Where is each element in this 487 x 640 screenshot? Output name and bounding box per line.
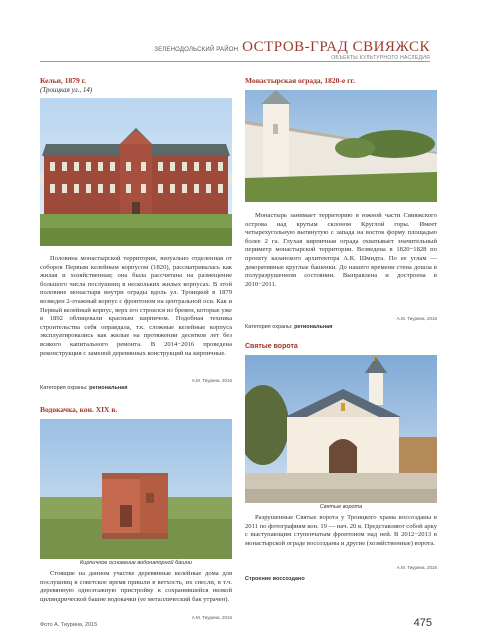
book-subtitle: ОБЪЕКТЫ КУЛЬТУРНОГО НАСЛЕДИЯ	[331, 55, 430, 61]
gates-credit: А.М. Тиурина, 2016	[396, 565, 437, 570]
gates-note: Строение воссоздано	[245, 576, 305, 582]
category-label: Категория охраны:	[245, 324, 295, 330]
waterpump-title: Водокачка, кон. XIX в.	[40, 405, 118, 414]
wall-title: Монастырская ограда, 1820-е гг.	[245, 76, 355, 85]
gates-title: Святые ворота	[245, 343, 298, 350]
waterpump-caption: Кирпичное основание водонапорной башни	[80, 560, 192, 566]
cells-address: (Троицкая ул., 14)	[40, 86, 93, 94]
header-rule	[40, 61, 430, 62]
category-label: Категория охраны:	[40, 385, 90, 391]
page-number: 475	[413, 617, 432, 629]
category-value: региональная	[89, 385, 128, 391]
waterpump-text: Стоящие на данном участке деревянные келейные дома для послушниц в советское время пришли в ветхость, их снесли, в т.ч. деревянную одноэтажную пристройку к сохранившейся низкой цилиндрической башне водокачки (ее металлический бак утрачен).	[40, 570, 232, 603]
wall-text: Монастырь занимает территорию в южной части Свияжского острова над крутым склоном Круглой горы. Имеет четырехугольную вытянутую с запада на восток форму площадью более 2 га. Глухая кирпичная ограда охватывает значительный периметр монастырской территории. Возведена в 1820−1828 по проекту казанского архитектора А.К. Шмидта. По ее углам — декоративные круглые башенки. До нашего времени стена дошла в полуразрушенном состоянии. Выправлена и достроена в 2010−2011.	[245, 212, 437, 288]
wall-credit: А.М. Тиурина, 2016	[396, 316, 437, 321]
wall-photo	[245, 90, 437, 202]
category-value: региональная	[294, 324, 333, 330]
cells-photo	[40, 98, 232, 246]
gates-caption: Святые ворота	[319, 504, 363, 510]
district-label: ЗЕЛЕНОДОЛЬСКИЙ РАЙОН	[154, 47, 239, 53]
cells-text: Половина монастырской территории, визуально отделенная от соборов Первым келейным корпусом (1820), рассматривалась как жилая и хозяйственная; она была рассчитана на размещение большого числа послушниц в нескольких жилых корпусах. В этой половине монастыря внутри ограды вдоль ул. Троицкой в 1879 возведен 2-этажный корпус с фронтоном на центральной оси. Как и Первый келейный корпус, верх его строился из бревен, которые уже в 1892 облицевали красным кирпичом. Подобная техника строительства себя оправдала, т.к. сложные келейные корпуса эксплуатировались как жилые на протяжении десятков лет без всякого капитального ремонта. В 2014−2016 проведена реконструкция с заменой деревянных конструкций на кирпичные.	[40, 255, 232, 357]
waterpump-photo	[40, 419, 232, 559]
cells-credit: А.М. Тиурина, 2016	[191, 378, 232, 383]
wall-category	[245, 324, 332, 330]
gates-text: Разрушенные Святые ворота у Троицкого храма воссозданы в 2011 по фотографиям кон. 19 — нач. 20 в. Представляют собой арку с выступающим ступенчатым фронтоном над ней. В 2012−2013 в монастырской ограде воссозданы и другие (хозяйственные) ворота.	[245, 514, 437, 547]
cells-title: Кельи, 1879 г.	[40, 76, 87, 85]
footer-photo-credit: Фото А. Тиурина, 2015	[40, 622, 98, 628]
waterpump-credit: А.М. Тиурина, 2016	[191, 615, 232, 620]
cells-category	[40, 385, 127, 391]
running-header	[0, 38, 430, 56]
book-title: ОСТРОВ-ГРАД СВИЯЖСК	[242, 39, 430, 55]
gates-photo	[245, 355, 437, 503]
